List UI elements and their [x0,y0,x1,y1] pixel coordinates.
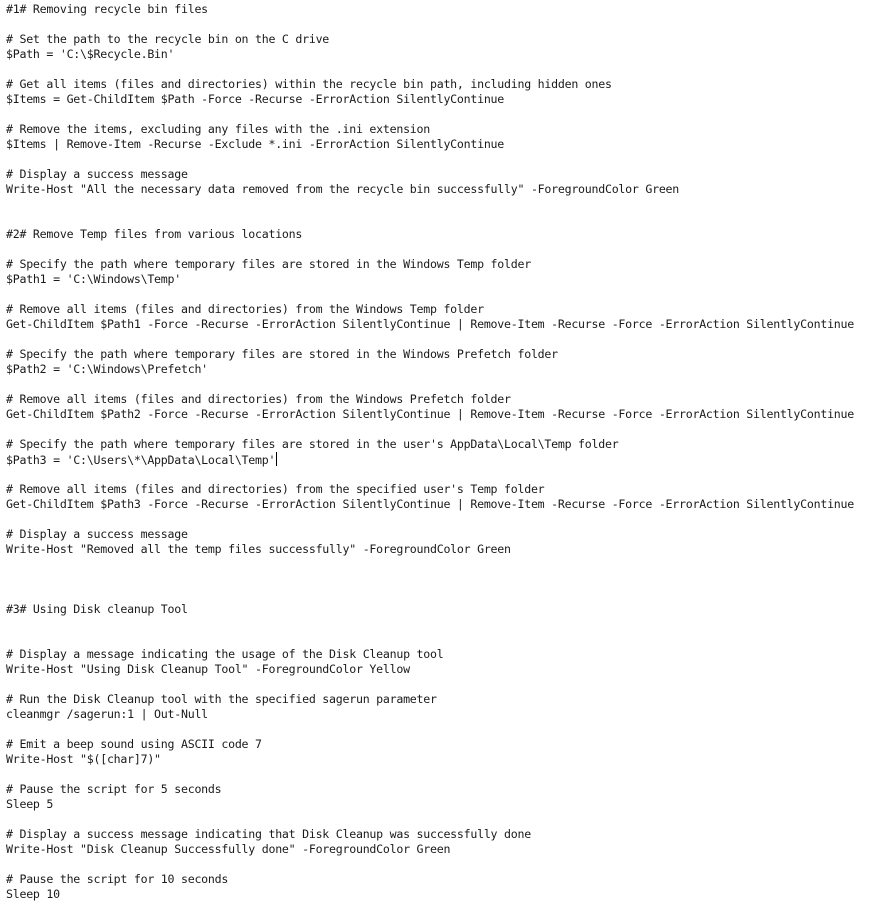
code-line[interactable] [6,377,854,392]
code-line[interactable]: $Items | Remove-Item -Recurse -Exclude *.ini -ErrorAction SilentlyContinue [6,137,505,151]
text-cursor [276,452,277,466]
code-line[interactable]: # Pause the script for 5 seconds [6,782,222,796]
code-line[interactable] [6,422,854,437]
code-line[interactable]: # Remove the items, excluding any files with the .ini extension [6,122,430,136]
code-line[interactable]: # Emit a beep sound using ASCII code 7 [6,737,262,751]
code-line[interactable]: Write-Host "Disk Cleanup Successfully done" -ForegroundColor Green [6,842,451,856]
code-line[interactable] [6,512,854,527]
code-line[interactable]: # Specify the path where temporary files are stored in the Windows Temp folder [6,257,531,271]
code-line[interactable]: # Display a success message indicating that Disk Cleanup was successfully done [6,827,531,841]
code-line[interactable] [6,677,854,692]
code-line[interactable] [6,617,854,632]
code-line[interactable]: cleanmgr /sagerun:1 | Out-Null [6,707,208,721]
code-line[interactable] [6,17,854,32]
code-line[interactable]: # Remove all items (files and directories) from the Windows Temp folder [6,302,484,316]
code-line[interactable]: Get-ChildItem $Path1 -Force -Recurse -ErrorAction SilentlyContinue | Remove-Item -Recurse -Force -ErrorAction SilentlyContinue [6,317,854,331]
code-line[interactable] [6,812,854,827]
code-line[interactable]: Sleep 10 [6,887,60,901]
code-line[interactable] [6,287,854,302]
code-line[interactable] [6,197,854,212]
code-line[interactable]: Get-ChildItem $Path2 -Force -Recurse -ErrorAction SilentlyContinue | Remove-Item -Recurse -Force -ErrorAction SilentlyContinue [6,407,854,421]
code-line[interactable] [6,767,854,782]
code-line[interactable]: # Set the path to the recycle bin on the C drive [6,32,330,46]
code-line[interactable] [6,572,854,587]
code-line[interactable]: # Get all items (files and directories) within the recycle bin path, including hidden ones [6,77,612,91]
code-line[interactable] [6,62,854,77]
code-line[interactable]: # Specify the path where temporary files are stored in the Windows Prefetch folder [6,347,558,361]
code-line[interactable] [6,332,854,347]
code-line[interactable]: $Path1 = 'C:\Windows\Temp' [6,272,181,286]
code-line[interactable]: # Display a success message [6,527,188,541]
code-line[interactable] [6,587,854,602]
code-line[interactable]: # Remove all items (files and directories) from the specified user's Temp folder [6,482,545,496]
code-line[interactable] [6,722,854,737]
code-line[interactable] [6,467,854,482]
code-line[interactable] [6,632,854,647]
code-line[interactable]: Write-Host "Using Disk Cleanup Tool" -ForegroundColor Yellow [6,662,410,676]
code-line[interactable]: Get-ChildItem $Path3 -Force -Recurse -ErrorAction SilentlyContinue | Remove-Item -Recurse -Force -ErrorAction SilentlyContinue [6,497,854,511]
code-line[interactable]: # Specify the path where temporary files are stored in the user's AppData\Local\Temp folder [6,437,619,451]
code-line[interactable]: $Path = 'C:\$Recycle.Bin' [6,47,175,61]
code-line[interactable] [6,857,854,872]
code-line[interactable]: #3# Using Disk cleanup Tool [6,602,188,616]
code-line[interactable]: Write-Host "Removed all the temp files successfully" -ForegroundColor Green [6,542,511,556]
code-line[interactable]: # Run the Disk Cleanup tool with the specified sagerun parameter [6,692,437,706]
code-line[interactable] [6,152,854,167]
code-line[interactable]: Sleep 5 [6,797,54,811]
code-line[interactable]: #2# Remove Temp files from various locations [6,227,303,241]
code-line[interactable]: #1# Removing recycle bin files [6,2,208,16]
code-line[interactable] [6,107,854,122]
code-line[interactable]: # Display a message indicating the usage of the Disk Cleanup tool [6,647,444,661]
code-line[interactable]: $Path3 = 'C:\Users\*\AppData\Local\Temp' [6,453,276,467]
code-line[interactable] [6,212,854,227]
code-line[interactable]: # Display a success message [6,167,188,181]
code-line[interactable]: # Remove all items (files and directories) from the Windows Prefetch folder [6,392,511,406]
code-line[interactable]: Write-Host "$([char]7)" [6,752,161,766]
code-line[interactable]: $Items = Get-ChildItem $Path -Force -Recurse -ErrorAction SilentlyContinue [6,92,505,106]
code-line[interactable] [6,242,854,257]
code-line[interactable]: Write-Host "All the necessary data removed from the recycle bin successfully" -ForegroundColor Green [6,182,680,196]
code-line[interactable]: # Pause the script for 10 seconds [6,872,229,886]
code-line[interactable]: $Path2 = 'C:\Windows\Prefetch' [6,362,208,376]
code-content[interactable] [6,2,854,902]
code-line[interactable] [6,557,854,572]
